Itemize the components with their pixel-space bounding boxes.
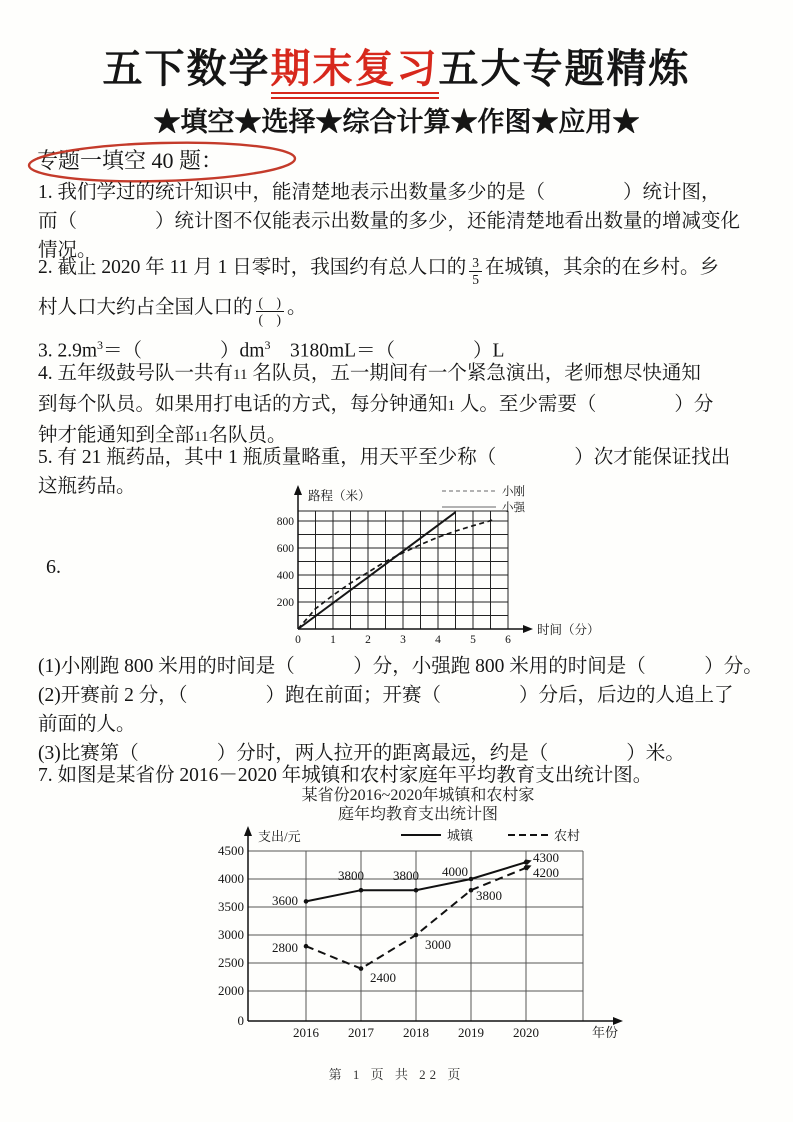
question-line: 钟才能通知到全部11名队员。 (38, 425, 287, 446)
series-小强 (298, 512, 456, 629)
chart-axes (218, 826, 623, 1040)
subtitle: ★填空★选择★综合计算★作图★应用★ (153, 107, 640, 137)
data-point (469, 877, 474, 882)
data-point (304, 944, 309, 949)
chart1-legend (442, 484, 525, 514)
question-line: (1)小刚跑 800 米用的时间是（ ）分，小强跑 800 米用的时间是（ ）分。 (38, 656, 763, 677)
x-tick-label: 2020 (513, 1025, 539, 1040)
y-tick-label: 4500 (218, 843, 244, 858)
data-label: 4300 (533, 850, 559, 865)
legend-label: 农村 (554, 828, 581, 843)
question-line: (2)开赛前 2 分，（ ）跑在前面；开赛（ ）分后，后边的人追上了 (38, 685, 734, 706)
y-tick-label: 800 (276, 516, 294, 528)
chart2-ylabel: 支出/元 (258, 829, 301, 844)
question-line: (3)比赛第（ ）分时，两人拉开的距离最远，约是（ ）米。 (38, 743, 685, 764)
question-line: 7. 如图是某省份 2016－2020 年城镇和农村家庭年平均教育支出统计图。 (38, 765, 653, 786)
section-heading-wrap (36, 146, 223, 176)
data-point (304, 899, 309, 904)
page-footer: 第 1 页 共 22 页 (328, 1067, 465, 1082)
x-tick-label: 2 (365, 634, 371, 646)
y-tick-label: 400 (276, 570, 294, 582)
question-line: 2. 截止 2020 年 11 月 1 日零时，我国约有总人口的 $\frac{3}{5}$ 在城镇，其余的在乡村。乡 (38, 255, 720, 287)
chart2-title-line2: 庭年均教育支出统计图 (337, 806, 498, 823)
question-line: 到每个队员。如果用打电话的方式，每分钟通知1 人。至少需要（ ）分 (38, 394, 714, 415)
legend-label: 小强 (502, 502, 525, 514)
data-point (469, 888, 474, 893)
chart2-legend (401, 828, 580, 843)
data-point (414, 933, 419, 938)
chart2-plot (218, 824, 648, 1054)
x-tick-label: 2019 (458, 1025, 484, 1040)
data-label: 2400 (370, 970, 396, 985)
x-tick-label: 0 (295, 634, 301, 646)
data-point (414, 888, 419, 893)
x-tick-label: 6 (505, 634, 511, 646)
x-tick-label: 5 (470, 634, 476, 646)
data-label: 3800 (393, 868, 419, 883)
title-part2: 五大专题精炼 (438, 46, 691, 91)
y-tick-label: 3000 (218, 927, 244, 942)
data-label: 3000 (425, 937, 451, 952)
chart2-title-line1: 某省份2016~2020年城镇和农村家 (301, 787, 535, 804)
legend-label: 城镇 (447, 828, 474, 843)
question-line: 这瓶药品。 (38, 476, 136, 497)
data-label: 3600 (272, 893, 298, 908)
y-tick-label: 2500 (218, 955, 244, 970)
data-label: 3800 (476, 888, 502, 903)
question-4 (38, 359, 768, 452)
education-expenditure-chart (218, 786, 648, 1056)
chart1-xlabel: 时间（分） (537, 623, 600, 637)
y-tick-label: 600 (276, 543, 294, 555)
x-tick-label: 3 (400, 634, 406, 646)
x-tick-label: 4 (435, 634, 441, 646)
question-line: 1. 我们学过的统计知识中，能清楚地表示出数量多少的是（ ）统计图， (38, 182, 721, 203)
question-2 (38, 248, 768, 328)
question-6-subquestions (38, 652, 768, 768)
x-tick-label: 1 (330, 634, 336, 646)
x-tick-label: 2016 (293, 1025, 319, 1040)
page-title (0, 42, 793, 96)
legend-label: 小刚 (502, 486, 525, 498)
x-tick-label: 2017 (348, 1025, 374, 1040)
question-6-label: 6. (46, 556, 61, 578)
y-tick-label: 200 (276, 597, 294, 609)
section-heading: 专题一填空 40 题： (36, 148, 224, 173)
race-line-chart (250, 483, 610, 658)
question-line: 5. 有 21 瓶药品，其中 1 瓶质量略重，用天平至少称（ ）次才能保证找出 (38, 447, 731, 468)
x-tick-label: 2018 (403, 1025, 429, 1040)
chart1-ylabel: 路程（米） (308, 489, 371, 503)
question-line: 村人口大约占全国人口的 $\frac{( )}{( )}$ 。 (38, 295, 307, 327)
y-tick-label: 3500 (218, 899, 244, 914)
data-label: 4000 (442, 864, 468, 879)
question-line: 3. $2.9m^3=$（ ）$dm^3$ 3180mL＝（ ）L (38, 338, 505, 362)
data-point (359, 966, 364, 971)
data-label: 2800 (272, 940, 298, 955)
question-line: 而（ ）统计图不仅能表示出数量的多少，还能清楚地看出数量的增减变化 (38, 211, 741, 232)
y-tick-label: 0 (237, 1013, 244, 1028)
chart2-xlabel: 年份 (592, 1025, 619, 1040)
question-line: 4. 五年级鼓号队一共有11 名队员，五一期间有一个紧急演出，老师想尽快通知 (38, 363, 701, 384)
y-tick-label: 4000 (218, 871, 244, 886)
title-part1: 五下数学 (102, 46, 271, 91)
chart-grid (298, 511, 508, 629)
question-line: 情况。 (38, 240, 97, 261)
question-line: 前面的人。 (38, 714, 136, 735)
series-小刚 (298, 520, 494, 629)
title-highlight: 期末复习 (271, 46, 439, 99)
data-label: 4200 (533, 865, 559, 880)
chart1-svg (250, 483, 610, 658)
data-point (359, 888, 364, 893)
y-tick-label: 2000 (218, 983, 244, 998)
chart2-title (218, 786, 618, 824)
chart2-svg (218, 824, 648, 1054)
data-label: 3800 (338, 868, 364, 883)
